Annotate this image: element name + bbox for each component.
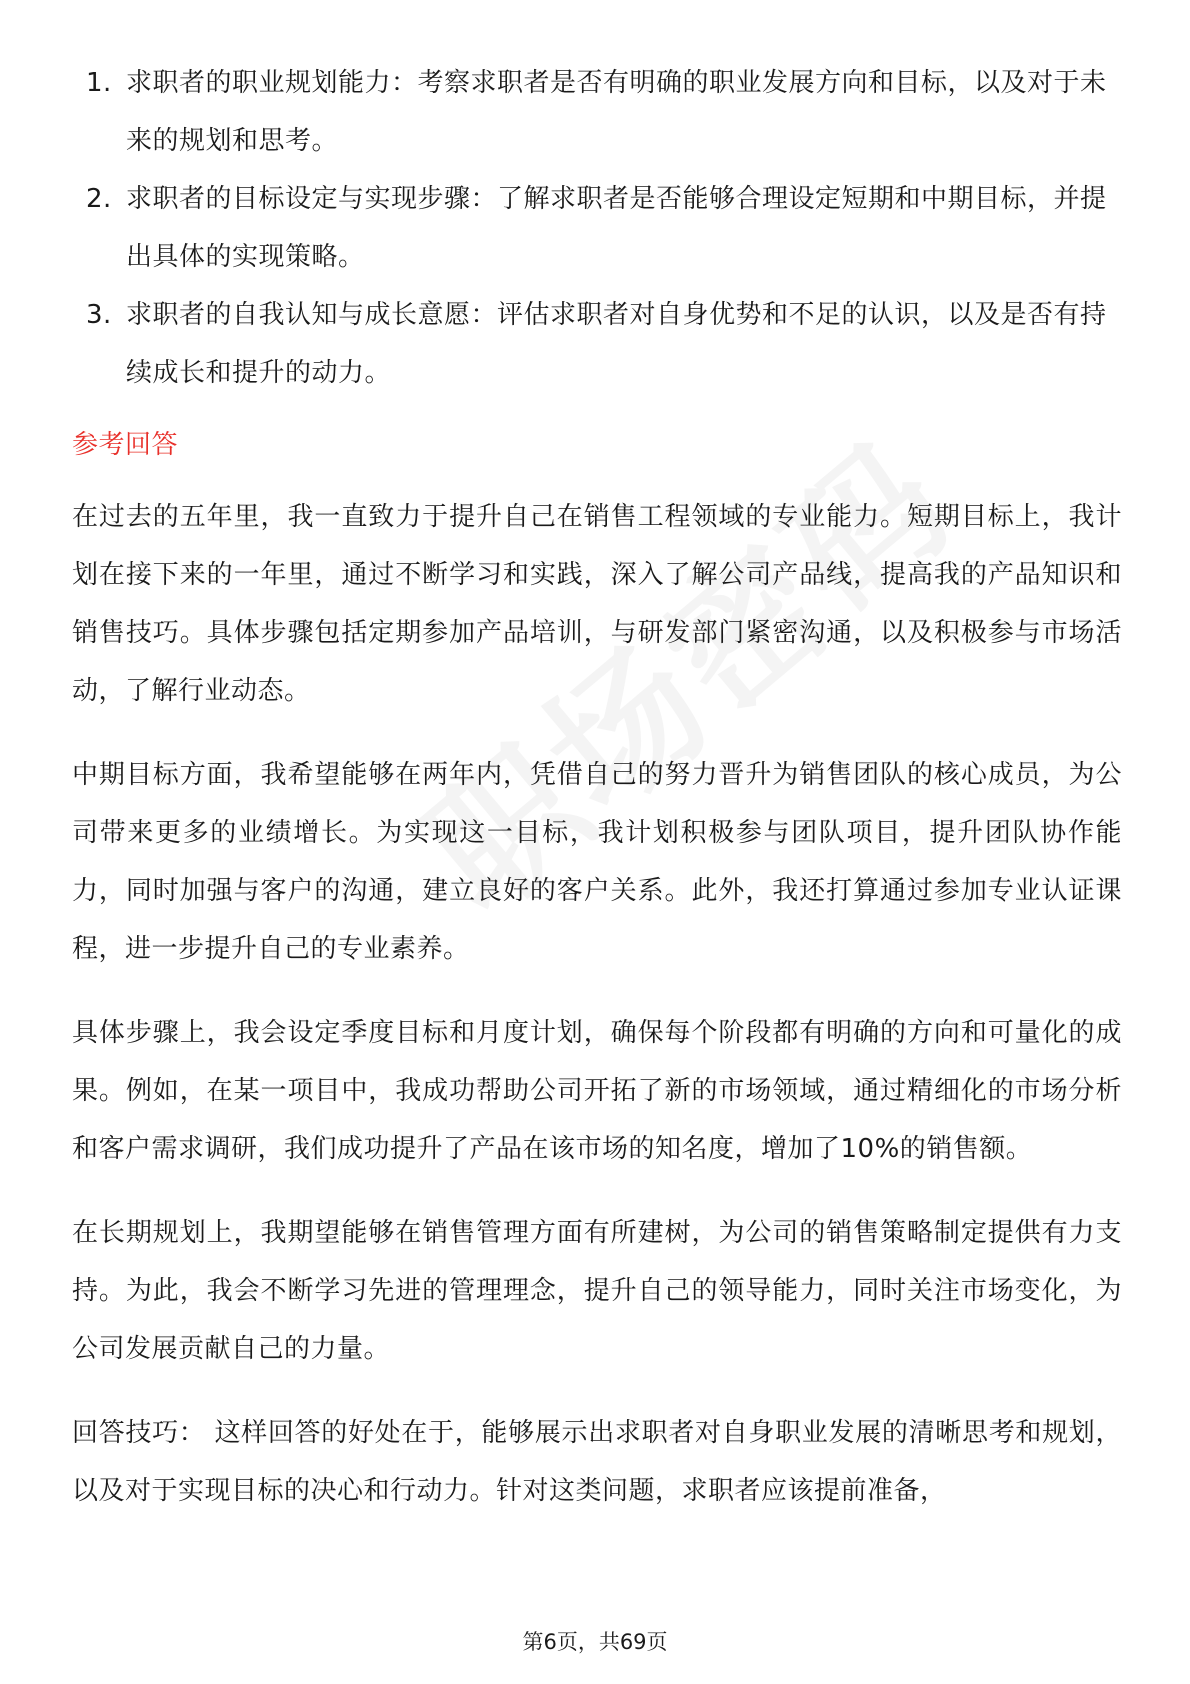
list-item-number: 1. [86, 68, 112, 98]
answer-paragraph: 中期目标方面，我希望能够在两年内，凭借自己的努力晋升为销售团队的核心成员，为公司带来更多的业绩增长。为实现这一目标，我计划积极参与团队项目，提升团队协作能力，同时加强与客户的沟通，建立良好的客户关系。此外，我还打算通过参加专业认证课程，进一步提升自己的专业素养。 [72, 760, 1122, 964]
list-item [72, 286, 1122, 402]
list-item [72, 170, 1122, 286]
list-item-text: 求职者的自我认知与成长意愿：评估求职者对自身优势和不足的认识，以及是否有持续成长和提升的动力。 [126, 300, 1107, 388]
page-content [72, 54, 1122, 1546]
page-number-footer: 第6页，共69页 [522, 1630, 668, 1654]
answer-paragraph: 具体步骤上，我会设定季度目标和月度计划，确保每个阶段都有明确的方向和可量化的成果。例如，在某一项目中，我成功帮助公司开拓了新的市场领域，通过精细化的市场分析和客户需求调研，我们成功提升了产品在该市场的知名度，增加了10%的销售额。 [72, 1018, 1122, 1164]
answer-paragraph: 在长期规划上，我期望能够在销售管理方面有所建树，为公司的销售策略制定提供有力支持。为此，我会不断学习先进的管理理念，提升自己的领导能力，同时关注市场变化，为公司发展贡献自己的力量。 [72, 1218, 1122, 1364]
reference-answer-heading: 参考回答 [72, 430, 179, 460]
list-item-number: 3. [86, 300, 112, 330]
answer-paragraph: 在过去的五年里，我一直致力于提升自己在销售工程领域的专业能力。短期目标上，我计划在接下来的一年里，通过不断学习和实践，深入了解公司产品线，提高我的产品知识和销售技巧。具体步骤包括定期参加产品培训，与研发部门紧密沟通，以及积极参与市场活动，了解行业动态。 [72, 502, 1122, 706]
answer-tips-paragraph: 回答技巧： 这样回答的好处在于，能够展示出求职者对自身职业发展的清晰思考和规划，以及对于实现目标的决心和行动力。针对这类问题，求职者应该提前准备， [72, 1418, 1122, 1506]
list-item-text: 求职者的职业规划能力：考察求职者是否有明确的职业发展方向和目标，以及对于未来的规划和思考。 [126, 68, 1107, 156]
list-item [72, 54, 1122, 170]
list-item-number: 2. [86, 184, 112, 214]
criteria-list [72, 54, 1122, 402]
list-item-text: 求职者的目标设定与实现步骤：了解求职者是否能够合理设定短期和中期目标，并提出具体的实现策略。 [126, 184, 1107, 272]
